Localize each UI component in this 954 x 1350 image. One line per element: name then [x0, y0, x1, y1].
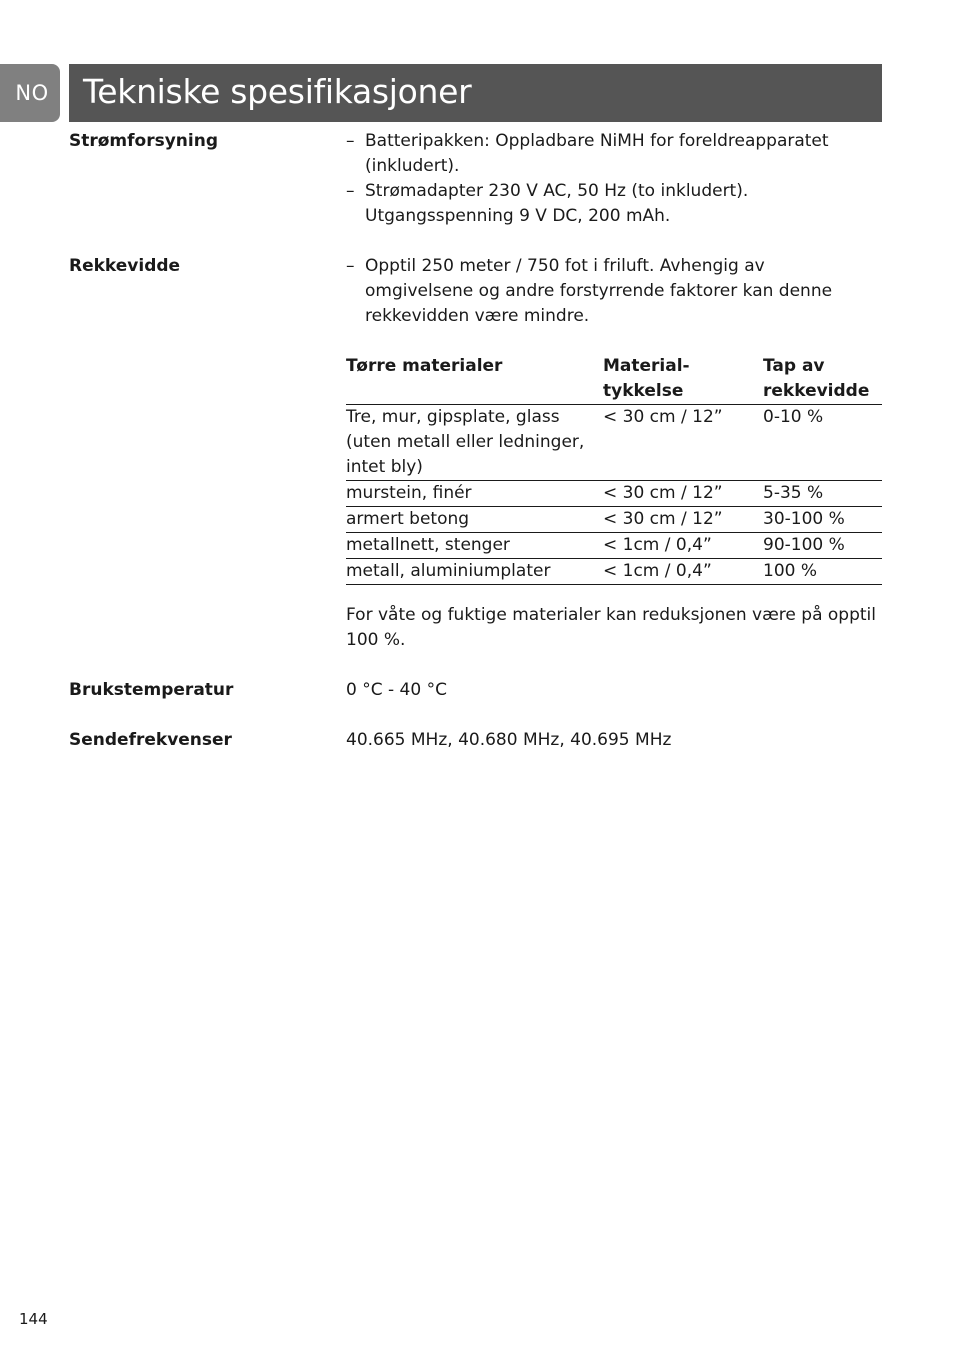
cell-loss: 90-100 %: [763, 533, 882, 559]
bullet-dash: –: [346, 256, 355, 276]
table-row: [346, 481, 882, 507]
cell-thickness: < 30 cm / 12”: [603, 481, 763, 507]
power-label: Strømforsyning: [69, 131, 219, 151]
table-row: [346, 507, 882, 533]
wet-materials-note: For våte og fuktige materialer kan reduksjonen være på opptil 100 %.: [346, 605, 876, 650]
header-thickness: Material- tykkelse: [603, 354, 763, 405]
range-label: Rekkevidde: [69, 256, 181, 276]
cell-material: murstein, finér: [346, 481, 603, 507]
bullet-dash: –: [346, 181, 355, 201]
cell-thickness: < 30 cm / 12”: [603, 405, 763, 481]
bullet-dash: –: [346, 131, 355, 151]
table-row: [346, 533, 882, 559]
page-title: Tekniske spesifikasjoner: [83, 72, 472, 111]
range-item: [346, 254, 876, 329]
cell-material: metall, aluminiumplater: [346, 559, 603, 585]
header-bar: [69, 64, 882, 122]
header-range-loss: Tap av rekkevidde: [763, 354, 882, 405]
frequencies-label: Sendefrekvenser: [69, 730, 232, 750]
power-item-adapter-text: Strømadapter 230 V AC, 50 Hz (to inkludert). Utgangsspenning 9 V DC, 200 mAh.: [365, 181, 749, 226]
cell-loss: 100 %: [763, 559, 882, 585]
cell-material: armert betong: [346, 507, 603, 533]
power-item-adapter: [346, 179, 876, 229]
cell-material: Tre, mur, gipsplate, glass (uten metall eller ledninger, intet bly): [346, 405, 603, 481]
language-tab: NO: [0, 64, 60, 122]
cell-thickness: < 1cm / 0,4”: [603, 533, 763, 559]
temperature-value: 0 °C - 40 °C: [346, 680, 447, 700]
cell-loss: 5-35 %: [763, 481, 882, 507]
cell-loss: 30-100 %: [763, 507, 882, 533]
table-header-row: [346, 354, 882, 405]
page-number: 144: [19, 1310, 48, 1328]
power-item-battery-text: Batteripakken: Oppladbare NiMH for foreldreapparatet (inkludert).: [365, 131, 829, 176]
table-row: [346, 405, 882, 481]
materials-table: [346, 354, 882, 585]
cell-thickness: < 30 cm / 12”: [603, 507, 763, 533]
frequencies-value: 40.665 MHz, 40.680 MHz, 40.695 MHz: [346, 730, 672, 750]
header-materials: Tørre materialer: [346, 354, 603, 405]
table-row: [346, 559, 882, 585]
cell-loss: 0-10 %: [763, 405, 882, 481]
cell-thickness: < 1cm / 0,4”: [603, 559, 763, 585]
temperature-label: Brukstemperatur: [69, 680, 234, 700]
power-item-battery: [346, 129, 876, 179]
range-item-text: Opptil 250 meter / 750 fot i friluft. Avhengig av omgivelsene og andre forstyrrende faktorer kan denne rekkevidden være mindre.: [365, 256, 833, 326]
cell-material: metallnett, stenger: [346, 533, 603, 559]
